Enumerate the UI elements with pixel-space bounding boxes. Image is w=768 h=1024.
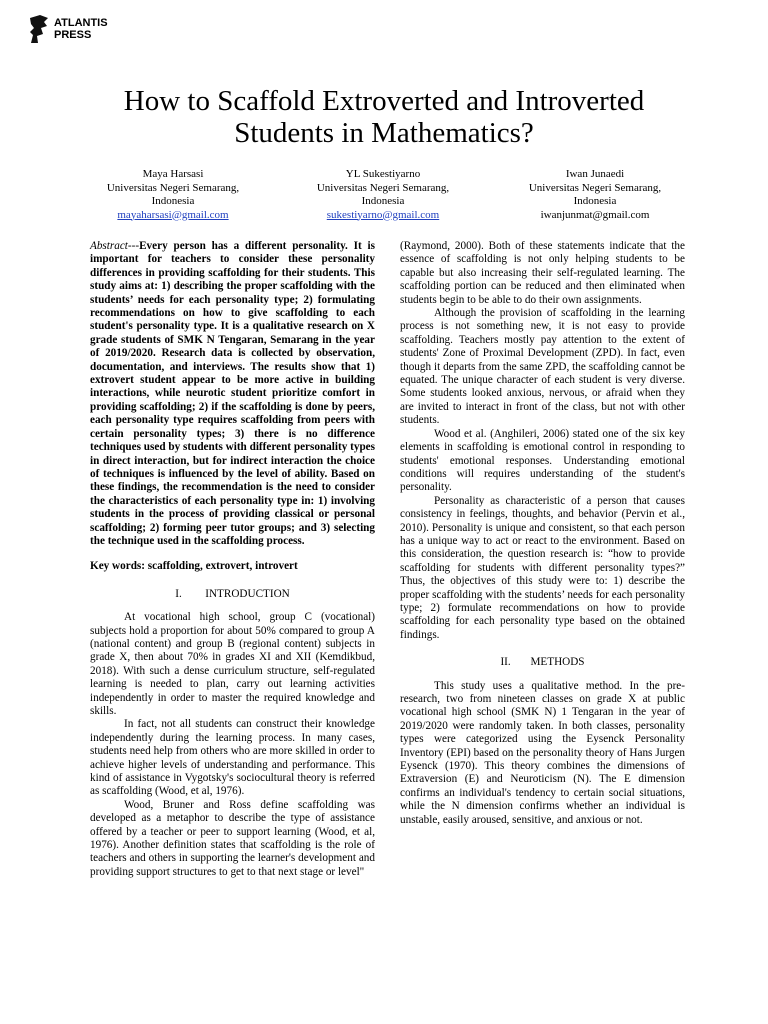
right-column	[400, 240, 685, 827]
section-number: II.	[500, 656, 511, 669]
abstract	[90, 240, 375, 548]
author-affiliation: Universitas Negeri Semarang,	[316, 181, 450, 194]
paragraph: Wood, Bruner and Ross define scaffolding was developed as a metaphor to describe the type of assistance offered by a teacher or peer to support learning (Wood, et al, 1976). Another definition states that scaffolding is the role of teachers and others in supporting the learner's development and providing support structures to get to that next stage or level"	[90, 798, 375, 878]
author-name: YL Sukestiyarno	[345, 168, 421, 180]
author-email: iwanjunmat@gmail.com	[540, 208, 650, 221]
abstract-label: Abstract---	[90, 240, 140, 252]
paragraph-continued: (Raymond, 2000). Both of these statements indicate that the essence of scaffolding is not only helping students to be capable but also increasing their self-regulated learning. The scaffolding portion can be reduced and then eliminated when students begin to be able to do their own assignments.	[400, 240, 685, 306]
author-country: Indonesia	[151, 195, 195, 207]
paragraph: Wood et al. (Anghileri, 2006) stated one of the six key elements in scaffolding is emotional control in responding to students' emotional responses. Understanding emotional conditions will requires understanding of the student's personality.	[400, 427, 685, 494]
left-column	[90, 240, 375, 879]
author-name: Maya Harsasi	[142, 168, 204, 180]
paragraph: Personality as characteristic of a person that causes consistency in feelings, thoughts, and behavior (Pervin et al., 2010). Personality is unique and consistent, so that each person has a unique way to act or react to the environment. Based on this consideration, the question research is: “how to provide scaffolding for students with different personality types?” Thus, the objectives of this study were to: 1) describe the proper scaffolding with the students’ needs for each personality type; 2) formulate recommendations on how to provide scaffolding for each personality type based on the obtained findings.	[400, 494, 685, 641]
author-email-link[interactable]: mayaharsasi@gmail.com	[117, 208, 229, 221]
paragraph: At vocational high school, group C (vocational) subjects hold a proportion for about 50% compared to group A (national content) and group B (regional content) subjects in grade X, then about 70% in grades XI and XII (Kemdikbud, 2018). With such a dense curriculum structure, self-regulated learning is needed to plan, carry out learning activities independently in order to master the required knowledge and skills.	[90, 611, 375, 717]
author-email-link[interactable]: sukestiyarno@gmail.com	[326, 208, 440, 221]
section-title: INTRODUCTION	[205, 587, 290, 600]
section-heading-introduction	[90, 588, 375, 601]
paragraph: In fact, not all students can construct their knowledge independently during the learning process. In many cases, students need help from others who are more skilled in order to achieve higher levels of understanding and performance. This kind of assistance in Vygotsky's sociocultural theory is referred as scaffolding (Wood, et al, 1976).	[90, 718, 375, 798]
title-line-1: How to Scaffold Extroverted and Introverted	[123, 85, 645, 117]
keywords: Key words: scaffolding, extrovert, introvert	[90, 560, 298, 573]
author-name: Iwan Junaedi	[565, 168, 625, 180]
author-block-2	[283, 168, 483, 222]
publisher-name-line1: ATLANTIS	[54, 17, 108, 29]
paragraph: This study uses a qualitative method. In the pre-research, two from nineteen classes on grade X at public vocational high school (SMK N) 1 Tengaran in the year of 2019/2020 were randomly taken. In both classes, personality types were categorized using the Eysenck Personality Inventory (EPI) based on the personality theory of Hans Jurgen Eysenck (1970). This theory combines the dimensions of Extraversion (E) and Neuroticism (N). The E dimension confirms an individual's tendency to certain social situations, while the N dimension confirms whether an individual is unstable, easily aroused, sensitive, and anxious or not.	[400, 679, 685, 826]
author-country: Indonesia	[573, 195, 617, 207]
author-affiliation: Universitas Negeri Semarang,	[528, 181, 662, 194]
title-line-2: Students in Mathematics?	[234, 117, 534, 149]
paragraph: Although the provision of scaffolding in the learning process is not something new, it is not easy to provide scaffolding. Teachers mostly pay attention to the extent of students' Zone of Proximal Development (ZPD). In fact, even though it departs from the same ZPD, the scaffolding cannot be equated. The unique character of each student is very diverse. Some students looked anxious, nervous, or afraid when they are invited to interact in front of the class, but not with other students.	[400, 307, 685, 427]
abstract-text: Every person has a different personality. It is important for teachers to consider these personality differences in providing scaffolding for their students. This study aims at: 1) describing the proper scaffolding with the students’ needs for each personality type; 2) formulating recommendations on how to give scaffolding to each student's personality type. It is a qualitative research on X grade students of SMK N Tengaran, Semarang in the year of 2019/2020. Research data is collected by observation, documentation, and interviews. The results show that 1) extrovert student appear to be more active in building interactions, while neurotic student prioritize comfort in providing scaffolding; 2) if the scaffolding is done by peers, each personality type requires scaffolding from peers with certain personality types; 3) there is no difference techniques used by students with different personality types in direct interaction, but for indirect interaction the choice of techniques is influenced by the level of ability. Based on these findings, the recommendation is the need to consider the characteristics of each personality type in: 1) involving students in the process of providing classical or personal scaffolding; 2) forming peer tutor groups; and 3) selecting the technique used in the scaffolding process.	[90, 240, 375, 547]
author-block-1	[73, 168, 273, 222]
paper-title	[60, 85, 708, 149]
author-affiliation: Universitas Negeri Semarang,	[106, 181, 240, 194]
author-block-3	[495, 168, 695, 222]
publisher-name-line2: PRESS	[54, 29, 92, 41]
publisher-logo	[28, 14, 148, 46]
section-heading-methods	[400, 656, 685, 669]
section-title: METHODS	[530, 656, 585, 669]
author-country: Indonesia	[361, 195, 405, 207]
atlantis-figure-icon	[28, 14, 50, 44]
section-number: I.	[175, 587, 182, 600]
